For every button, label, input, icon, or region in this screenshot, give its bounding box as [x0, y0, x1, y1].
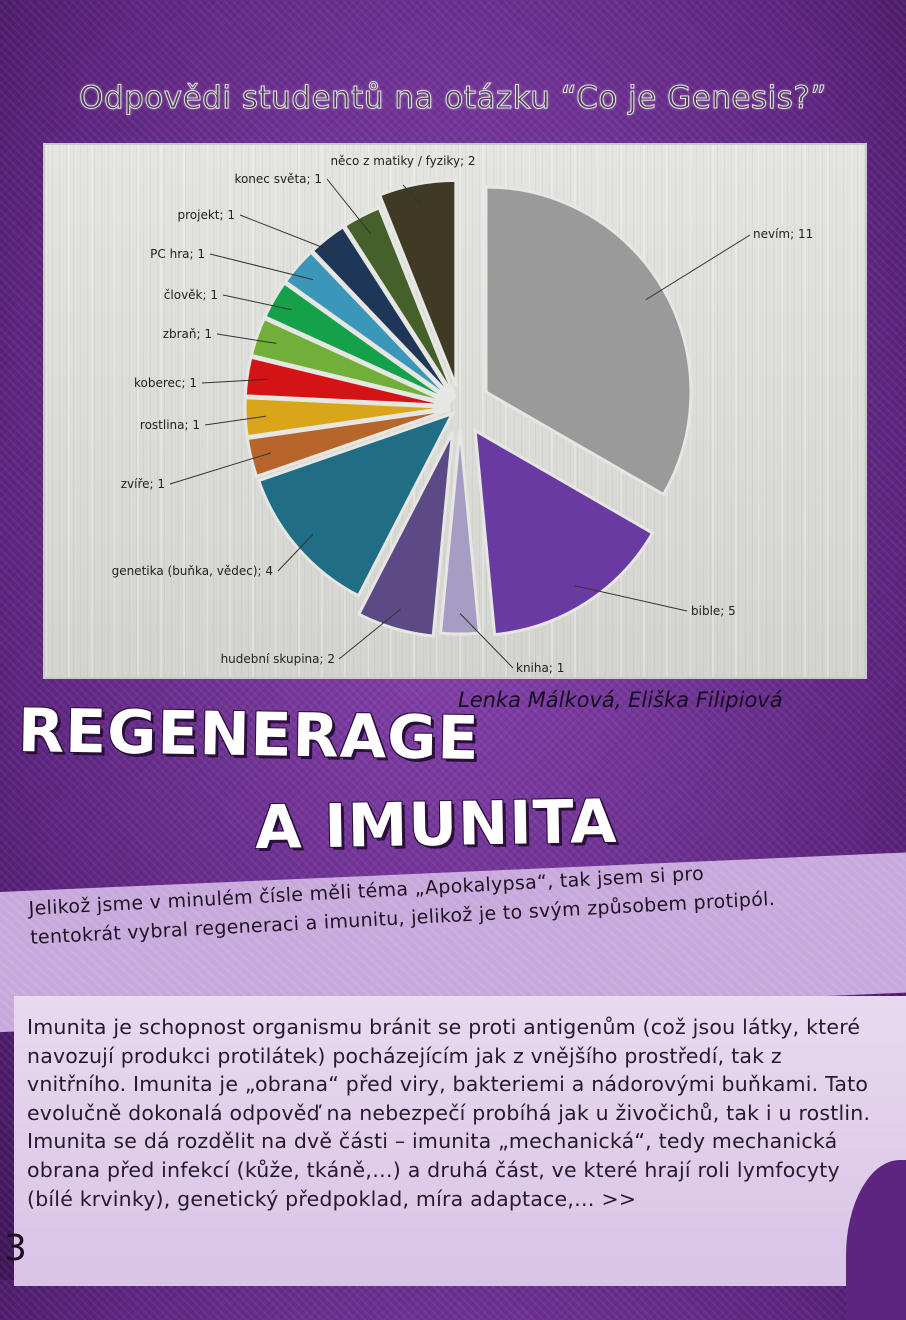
- pie-label-12: konec světa; 1: [234, 172, 322, 186]
- pie-label-11: projekt; 1: [177, 208, 235, 222]
- pie-label-7: koberec; 1: [133, 376, 197, 390]
- pie-label-13: něco z matiky / fyziky; 2: [330, 154, 476, 168]
- pie-label-5: zvíře; 1: [120, 477, 165, 491]
- pie-label-10: PC hra; 1: [150, 247, 205, 261]
- pie-label-8: zbraň; 1: [162, 327, 212, 341]
- page-number: 3: [4, 1228, 27, 1269]
- body-paragraph: Imunita je schopnost organismu bránit se proti antigenům (což jsou látky, které navozují produkci protilátek) pocházejícím jak z vnějšího prostředí, tak z vnitřního. Imunita je „obrana“ před viry, bakteriemi a nádorovými buňkami. Tato evolučně dokonalá odpověď na nebezpečí probíhá jak u živočichů, tak i u rostlin. Imunita se dá rozdělit na dvě části – imunita „mechanická“, tedy mechanická obrana před infekcí (kůže, tkáně,…) a druhá část, ve které hrají roli lymfocyty (bílé krvinky), genetický předpoklad, míra adaptace,… >>: [27, 1015, 871, 1211]
- pie-label-6: rostlina; 1: [139, 418, 200, 432]
- pie-label-9: člověk; 1: [163, 288, 218, 302]
- pie-label-4: genetika (buňka, vědec); 4: [111, 564, 273, 578]
- pie-label-0: nevím; 11: [753, 227, 814, 241]
- article-heading-line1: REGENERAGE: [17, 695, 481, 775]
- pie-chart-svg: [45, 145, 865, 677]
- intro-paragraph: Jelikož jsme v minulém čísle měli téma „Apokalypsa“, tak jsem si pro tentokrát vybral regeneraci a imunitu, jelikož je to svým způsobem protipól.: [28, 862, 776, 949]
- pie-label-1: bible; 5: [691, 604, 736, 618]
- pie-leader-line-0: [646, 235, 750, 300]
- pie-slice-0: [486, 187, 691, 495]
- article-heading-line2: A IMUNITA: [254, 786, 618, 864]
- authors: Lenka Málková, Eliška Filipiová: [458, 688, 783, 712]
- pie-label-3: hudební skupina; 2: [220, 652, 335, 666]
- page-title: Odpovědi studentů na otázku “Co je Genesis?”: [79, 80, 827, 116]
- pie-chart: [45, 145, 865, 677]
- pie-label-2: kniha; 1: [516, 661, 565, 675]
- pie-leader-line-11: [240, 215, 340, 254]
